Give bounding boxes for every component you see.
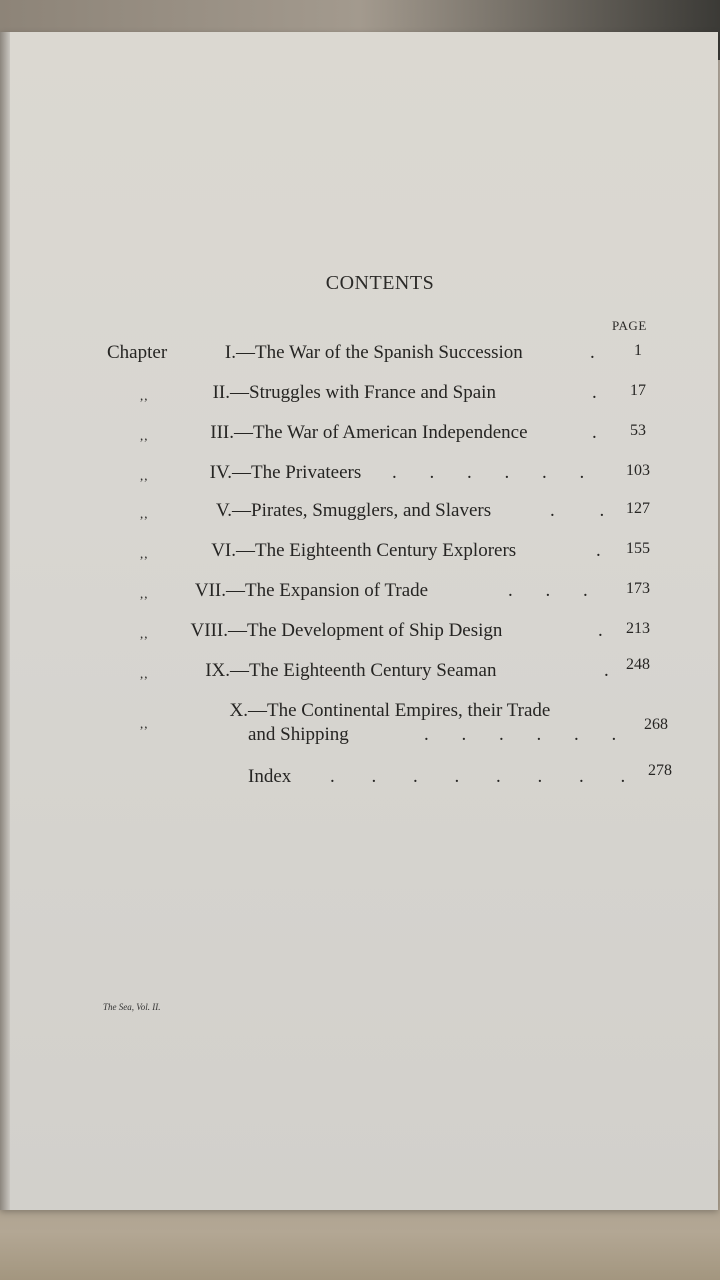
chapter-title: —The War of the Spanish Succession <box>236 342 523 363</box>
chapter-numeral: IX. <box>205 660 230 681</box>
page-number: 103 <box>626 462 650 479</box>
dot-leader: . . <box>550 500 606 521</box>
ditto-mark: ,, <box>140 626 149 641</box>
chapter-numeral: X. <box>229 700 248 721</box>
toc-entry <box>0 700 720 752</box>
ditto-mark: ,, <box>140 388 149 403</box>
toc-entry <box>0 500 720 526</box>
chapter-numeral: II. <box>212 382 230 403</box>
dot-leader: . <box>592 422 598 443</box>
chapter-numeral: V. <box>215 500 232 521</box>
chapter-numeral: VI. <box>211 540 236 561</box>
dot-leader: . . . <box>508 580 589 601</box>
dot-leader: . <box>596 540 602 561</box>
page-column-label: PAGE <box>612 318 647 333</box>
dot-leader: . . . . . . . . <box>330 766 627 787</box>
index-title: Index <box>248 766 292 787</box>
page-number: 268 <box>644 716 668 733</box>
dot-leader: . <box>598 620 604 641</box>
dot-leader: . . . . . . <box>424 724 618 745</box>
chapter-title: —The Privateers <box>232 462 362 483</box>
toc-entry <box>0 580 720 606</box>
dot-leader: . <box>590 342 596 363</box>
ditto-mark: ,, <box>140 428 149 443</box>
chapter-numeral: III. <box>210 422 234 443</box>
toc-entry <box>0 540 720 566</box>
toc-entry <box>0 656 720 686</box>
page-number: 17 <box>630 382 646 399</box>
page-number: 127 <box>626 500 650 517</box>
chapter-numeral: VII. <box>194 580 226 601</box>
ditto-mark: ,, <box>140 666 149 681</box>
chapter-title: —The Eighteenth Century Explorers <box>236 540 517 561</box>
chapter-title-continued: and Shipping <box>248 724 349 745</box>
chapter-title: —The Eighteenth Century Seaman <box>230 660 497 681</box>
toc-entry-index <box>0 762 720 792</box>
page-number: 278 <box>648 762 672 779</box>
chapter-label: Chapter <box>107 342 168 363</box>
chapter-title: —The Development of Ship Design <box>228 620 503 641</box>
page-number: 1 <box>634 342 642 359</box>
chapter-numeral: VIII. <box>190 620 228 641</box>
chapter-title: —The War of American Independence <box>234 422 528 443</box>
toc-entry <box>0 342 720 368</box>
page-number: 53 <box>630 422 646 439</box>
ditto-mark: ,, <box>140 546 149 561</box>
chapter-numeral: IV. <box>209 462 232 483</box>
chapter-title: —Struggles with France and Spain <box>230 382 496 403</box>
page-number: 155 <box>626 540 650 557</box>
dot-leader: . <box>592 382 598 403</box>
toc-entry <box>0 382 720 408</box>
page-number: 248 <box>626 656 650 673</box>
contents-heading: CONTENTS <box>325 272 435 294</box>
ditto-mark: ,, <box>140 468 149 483</box>
toc-entry <box>0 462 720 488</box>
toc-entry <box>0 620 720 646</box>
ditto-mark: ,, <box>140 506 149 521</box>
chapter-title: —Pirates, Smugglers, and Slavers <box>232 500 492 521</box>
dot-leader: . <box>604 660 610 681</box>
ditto-mark: ,, <box>140 586 149 601</box>
toc-entry <box>0 422 720 448</box>
signature-mark: The Sea, Vol. II. <box>103 1002 161 1012</box>
page-number: 213 <box>626 620 650 637</box>
chapter-title: —The Continental Empires, their Trade <box>248 700 551 721</box>
chapter-numeral: I. <box>224 342 236 363</box>
ditto-mark: ,, <box>140 716 149 731</box>
page-number: 173 <box>626 580 650 597</box>
chapter-title: —The Expansion of Trade <box>226 580 429 601</box>
dot-leader: . . . . . . <box>392 462 586 483</box>
